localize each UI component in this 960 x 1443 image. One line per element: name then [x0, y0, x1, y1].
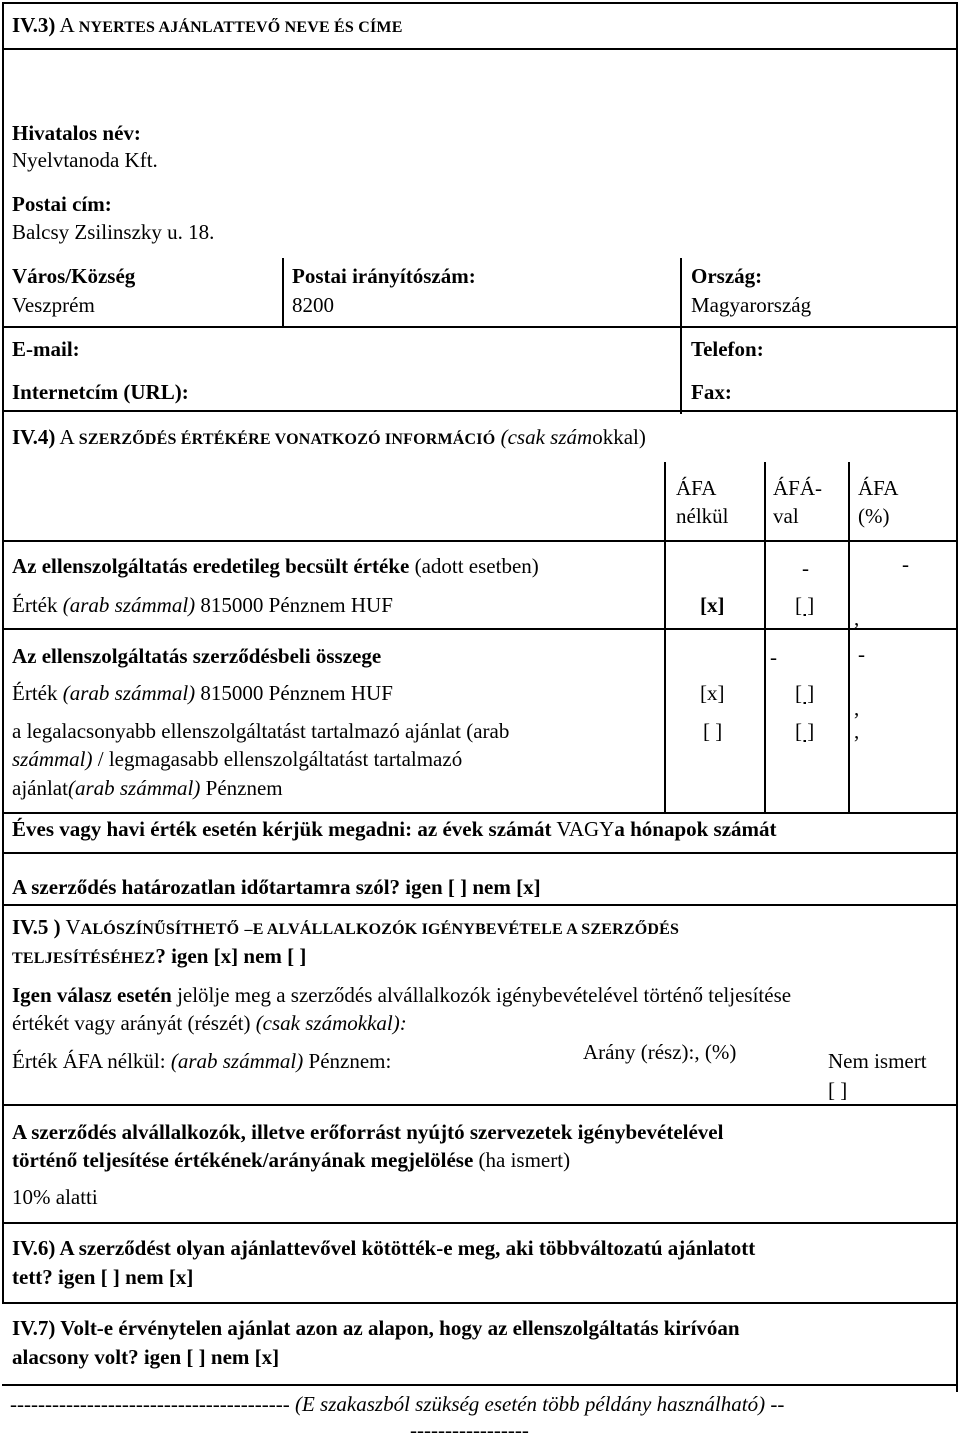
- estimated-vat-comma: ,: [854, 606, 860, 630]
- lowest-offer-text: ajánlat: [12, 776, 68, 800]
- section-title: SZERZŐDÉS ÉRTÉKÉRE VONATKOZÓ INFORMÁCIÓ: [78, 431, 496, 448]
- section-iv7-line2: alacsony volt? igen [ ] nem [x]: [12, 1345, 280, 1369]
- lowest-with-vat-box: [ ]: [795, 719, 815, 743]
- section-title: NYERTES AJÁNLATTEVŐ NEVE ÉS CÍME: [78, 19, 403, 36]
- yes-instruction-line2: [12, 1011, 407, 1036]
- section-title-initial: V: [65, 915, 81, 939]
- section-title: TELJESÍTÉSÉHEZ: [12, 950, 156, 967]
- url-label: Internetcím (URL):: [12, 380, 189, 404]
- estimated-value-row: [12, 593, 393, 618]
- subcontract-answer: ? igen [x] nem [ ]: [155, 944, 307, 968]
- subcontract-ratio-label: Arány (rész):, (%): [583, 1040, 737, 1064]
- col-header-with-vat-2: val: [773, 504, 799, 528]
- value-label-note: (arab számmal): [62, 593, 196, 617]
- lowest-offer-line1: a legalacsonyabb ellenszolgáltatást tartalmazó ajánlat (arab: [12, 719, 510, 743]
- subcontract-value-label: Érték ÁFA nélkül:: [12, 1049, 166, 1073]
- footer-dashes: ----------------------------------------: [10, 1392, 290, 1416]
- subcontract-share-line2: [12, 1148, 570, 1173]
- contract-vat-dash: -: [858, 642, 865, 666]
- fax-label: Fax:: [691, 380, 732, 404]
- rule: [664, 462, 666, 812]
- lowest-no-vat-box: [ ]: [703, 719, 723, 743]
- yes-instruction-text: értékét vagy arányát (részét): [12, 1011, 251, 1035]
- subcontract-share-line1: A szerződés alvállalkozók, illetve erőforrást nyújtó szervezetek igénybevételével: [12, 1120, 724, 1144]
- rule: [2, 1302, 958, 1304]
- subcontract-value-note: (arab számmal): [170, 1049, 304, 1073]
- rule: [2, 628, 958, 630]
- yes-instruction-text: jelölje meg a szerződés alvállalkozók igénybevételével történő teljesítése: [177, 983, 792, 1007]
- footer-note-text: (E szakaszból szükség esetén több példány használható): [294, 1392, 766, 1416]
- phone-label: Telefon:: [691, 337, 764, 361]
- section-title-initial: A: [59, 425, 74, 449]
- subcontract-share-value: 10% alatti: [12, 1185, 98, 1209]
- yes-instruction-line1: [12, 983, 791, 1008]
- col-header-no-vat-2: nélkül: [676, 504, 729, 528]
- section-title-note-tail: okkal): [592, 425, 646, 449]
- contract-no-vat-box: [x]: [700, 681, 725, 705]
- estimated-value-label: Az ellenszolgáltatás eredetileg becsült értéke: [12, 554, 410, 578]
- email-label: E-mail:: [12, 337, 80, 361]
- contract-with-vat-box: [ ]: [795, 681, 815, 705]
- rule: [764, 462, 766, 812]
- lowest-offer-line2: [12, 747, 462, 772]
- lowest-vat-comma: ,: [854, 719, 860, 743]
- section-iv7-line1: IV.7) Volt-e érvénytelen ajánlat azon az alapon, hogy az ellenszolgáltatás kirívóan: [12, 1316, 740, 1340]
- rule: [956, 2, 958, 1392]
- contract-value-heading: Az ellenszolgáltatás szerződésbeli összege: [12, 644, 382, 668]
- lowest-offer-currency: Pénznem: [205, 776, 283, 800]
- official-name-label: Hivatalos név:: [12, 121, 141, 145]
- value-label: Érték: [12, 681, 58, 705]
- unknown-label: Nem ismert: [828, 1049, 927, 1073]
- postal-address-label: Postai cím:: [12, 192, 112, 216]
- rule: [2, 540, 958, 542]
- rule: [2, 1384, 958, 1386]
- country-value: Magyarország: [691, 293, 812, 317]
- value-label: Érték: [12, 593, 58, 617]
- col-header-vat-pct-2: (%): [858, 504, 890, 528]
- contract-dash: -: [770, 645, 777, 669]
- lowest-offer-line3: [12, 776, 283, 801]
- indefinite-term-question: A szerződés határozatlan időtartamra szól? igen [ ] nem [x]: [12, 875, 541, 899]
- footer-note: [10, 1392, 784, 1417]
- city-value: Veszprém: [12, 293, 95, 317]
- estimated-with-vat-box: [ ]: [795, 593, 815, 617]
- section-title-note: (csak szám: [500, 425, 593, 449]
- rule: [848, 462, 850, 812]
- lowest-offer-text: / legmagasabb ellenszolgáltatást tartalmazó: [97, 747, 463, 771]
- section-heading-iv5: [12, 915, 679, 940]
- rule: [2, 1222, 958, 1224]
- annual-text-or: VAGY: [556, 817, 615, 841]
- rule: [2, 852, 958, 854]
- rule: [2, 48, 958, 50]
- yes-instruction-note: (csak számokkal):: [255, 1011, 407, 1035]
- section-title-initial: A: [59, 13, 74, 37]
- postcode-label: Postai irányítószám:: [292, 264, 476, 288]
- section-iv6-line1: IV.6) A szerződést olyan ajánlattevővel kötötték-e meg, aki többváltozatú ajánlatott: [12, 1236, 756, 1260]
- rule: [282, 258, 284, 328]
- estimated-dash: -: [802, 556, 809, 580]
- lowest-offer-note: (arab számmal): [67, 776, 201, 800]
- lowest-offer-note: számmal): [12, 747, 93, 771]
- col-header-vat-pct-1: ÁFA: [858, 476, 899, 500]
- section-title-rest: –E ALVÁLLALKOZÓK IGÉNYBEVÉTELE A SZERZŐDÉS: [244, 921, 680, 938]
- section-heading-iv4: [12, 425, 646, 450]
- section-heading-iv5-line2: [12, 944, 306, 969]
- subcontract-share-note: (ha ismert): [478, 1148, 571, 1172]
- official-name-value: Nyelvtanoda Kft.: [12, 148, 158, 172]
- contract-value: 815000 Pénznem HUF: [200, 681, 393, 705]
- rule: [2, 904, 958, 906]
- annual-text-a: Éves vagy havi érték esetén kérjük megadni: az évek számát: [12, 817, 552, 841]
- rule: [680, 258, 682, 414]
- footer-dashes-tail: --: [770, 1392, 785, 1416]
- section-number: IV.4): [12, 425, 56, 449]
- estimated-value: 815000 Pénznem HUF: [200, 593, 393, 617]
- subcontract-share-text: történő teljesítése értékének/arányának megjelölése: [12, 1148, 474, 1172]
- city-label: Város/Község: [12, 264, 136, 288]
- contract-value-row: [12, 681, 393, 706]
- postal-address-value: Balcsy Zsilinszky u. 18.: [12, 220, 215, 244]
- section-iv6-line2: tett? igen [ ] nem [x]: [12, 1265, 194, 1289]
- col-header-no-vat-1: ÁFA: [676, 476, 717, 500]
- estimated-value-note: (adott esetben): [414, 554, 539, 578]
- footer-dashes-line2: -----------------: [410, 1418, 529, 1442]
- section-number: IV.3): [12, 13, 56, 37]
- estimated-vat-dash: -: [902, 552, 909, 576]
- annual-text-c: a hónapok számát: [614, 817, 777, 841]
- section-heading-iv3: [12, 13, 403, 38]
- rule: [2, 1104, 958, 1106]
- annual-value-note: [12, 817, 777, 842]
- estimated-value-heading: [12, 554, 539, 579]
- col-header-with-vat-1: ÁFÁ-: [773, 476, 823, 500]
- subcontract-currency-label: Pénznem:: [308, 1049, 392, 1073]
- rule: [2, 326, 958, 328]
- rule: [2, 812, 958, 814]
- yes-instruction-lead: Igen válasz esetén: [12, 983, 172, 1007]
- unknown-checkbox: [ ]: [828, 1078, 848, 1102]
- section-title: ALÓSZÍNŰSÍTHETŐ: [80, 921, 240, 938]
- rule: [2, 410, 958, 412]
- contract-vat-comma: ,: [854, 696, 860, 720]
- section-number: IV.5 ): [12, 915, 61, 939]
- estimated-no-vat-box: [x]: [700, 593, 725, 617]
- country-label: Ország:: [691, 264, 763, 288]
- postcode-value: 8200: [292, 293, 334, 317]
- value-label-note: (arab számmal): [62, 681, 196, 705]
- rule: [2, 2, 958, 4]
- subcontract-value-row: [12, 1049, 391, 1074]
- rule: [2, 2, 4, 1302]
